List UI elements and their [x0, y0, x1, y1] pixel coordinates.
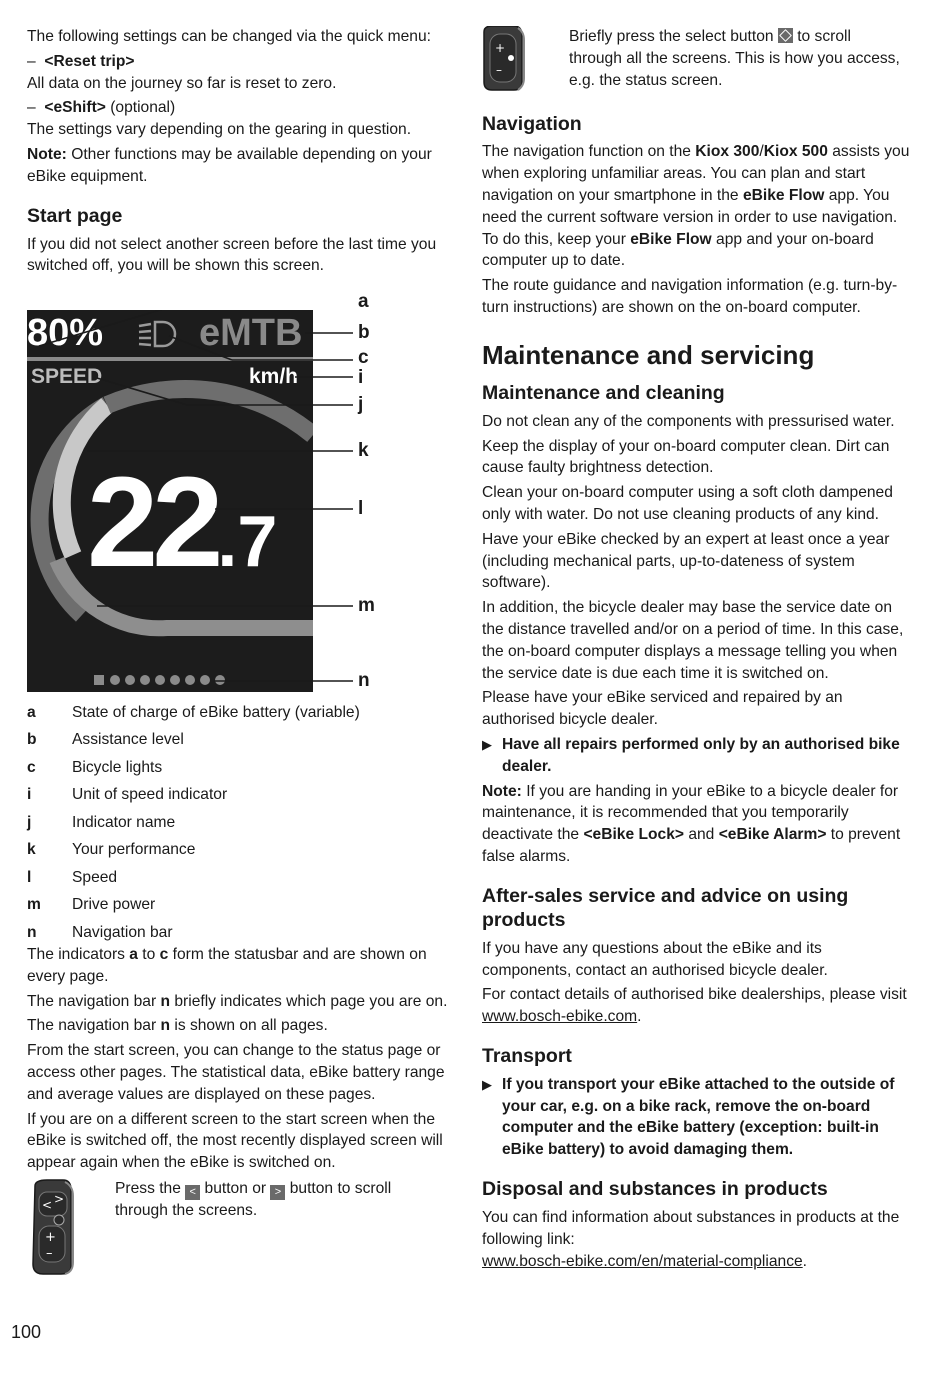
callout-k: k — [358, 440, 369, 461]
legend-row: i Unit of speed indicator — [27, 786, 228, 804]
reset-trip-item: – <Reset trip> — [27, 52, 135, 70]
callout-l: l — [358, 498, 364, 519]
legend-row: c Bicycle lights — [27, 758, 163, 776]
cleaning-heading: Maintenance and cleaning — [482, 381, 725, 404]
switch-off-paragraph: If you are on a different screen to the start screen when the eBike is switched off, the most recently displayed screen will appear again when the eBike is switched on. — [27, 1110, 443, 1172]
arrow-bullet-icon: ▶ — [482, 1076, 492, 1092]
bosch-ebike-link[interactable]: www.bosch-ebike.com — [482, 1008, 638, 1026]
disposal-paragraph: You can find information about substances in products at the following link: www.bosch-ebike.com/en/material-compliance. — [482, 1209, 900, 1270]
left-button-icon: < — [185, 1185, 200, 1200]
display-figure — [27, 291, 377, 692]
callout-a: a — [358, 291, 369, 312]
repairs-instruction: ▶ Have all repairs performed only by an authorised bike dealer. — [482, 734, 912, 778]
page-number: 100 — [11, 1322, 42, 1342]
speed-decimal: .7 — [217, 502, 278, 582]
transport-instruction: ▶ If you transport your eBike attached to the outside of your car, e.g. on a bike rack, remove the on-board computer and the eBike battery (exception: built-in eBike battery) to avoid damaging them. — [482, 1074, 912, 1161]
navigation-heading: Navigation — [482, 113, 582, 136]
svg-text:>: > — [54, 1191, 65, 1206]
navigation-paragraph-2: The route guidance and navigation information (e.g. turn-by-turn instructions) are shown on the on-board computer. — [482, 277, 898, 316]
start-page-text: If you did not select another screen before the last time you switched off, you will be shown this screen. — [27, 235, 437, 275]
cleaning-paragraph-6: Please have your eBike serviced and repaired by an authorised bicycle dealer. — [482, 689, 843, 729]
scroll-tip — [27, 1178, 452, 1276]
select-button-icon — [778, 28, 793, 43]
disposal-heading: Disposal and substances in products — [482, 1178, 828, 1201]
after-sales-paragraph-1: If you have any questions about the eBike and its components, contact an authorised bicycle dealer. — [482, 939, 828, 979]
select-tip — [482, 26, 912, 94]
battery-level: 80% — [27, 312, 104, 354]
transport-heading: Transport — [482, 1044, 572, 1067]
legend-row: k Your performance — [27, 841, 196, 859]
svg-text:–: – — [496, 63, 502, 77]
cleaning-paragraph-4: Have your eBike checked by an expert at least once a year (including mechanical parts, up-to-dateness of system software). — [482, 530, 890, 592]
speed-unit: km/h — [249, 365, 299, 388]
cleaning-paragraph-5: In addition, the bicycle dealer may base the service date on the distance travelled and/or on a period of time. In this case, the on-board computer displays a message telling you when the service date is due each time it is switched on. — [482, 599, 904, 682]
svg-text:+: + — [45, 1229, 56, 1245]
callout-n: n — [358, 670, 370, 691]
cleaning-paragraph-3: Clean your on-board computer using a soft cloth dampened only with water. Do not use cleaning products of any kind. — [482, 484, 893, 523]
legend-row: a State of charge of eBike battery (variable) — [27, 703, 360, 721]
right-column — [482, 26, 912, 1275]
svg-text:+: + — [495, 41, 506, 55]
right-button-icon: > — [270, 1185, 285, 1200]
callout-i: i — [358, 367, 364, 388]
legend-row: n Navigation bar — [27, 923, 173, 941]
indicator-name: SPEED — [31, 365, 103, 388]
eshift-desc: The settings vary depending on the gearing in question. — [27, 121, 412, 139]
legend-row: m Drive power — [27, 896, 156, 914]
reset-trip-desc: All data on the journey so far is reset to zero. — [27, 74, 337, 92]
after-sales-heading: After-sales service and advice on using products — [482, 884, 849, 931]
select-unit-icon — [482, 26, 569, 92]
after-sales-paragraph-2: For contact details of authorised bike dealerships, please visit www.bosch-ebike.com. — [482, 986, 907, 1026]
navbar-paragraph-1: The navigation bar n briefly indicates which page you are on. — [27, 992, 448, 1010]
navbar-paragraph-2: The navigation bar n is shown on all pages. — [27, 1017, 328, 1035]
start-page-heading: Start page — [27, 204, 123, 227]
svg-text:<: < — [42, 1197, 53, 1212]
statusbar-paragraph: The indicators a to c form the statusbar and are shown on every page. — [27, 946, 427, 985]
start-screen-paragraph: From the start screen, you can change to the status page or access other pages. The statistical data, eBike battery range and average values are displayed on these pages. — [27, 1042, 445, 1103]
speed-integer: 22 — [87, 451, 218, 594]
left-column — [27, 26, 452, 280]
quick-menu-intro: The following settings can be changed via the quick menu: — [27, 28, 431, 45]
scroll-tip-text: Press the < button or > button to scroll through the screens. — [115, 1179, 392, 1219]
legend-row: j Indicator name — [27, 813, 176, 831]
left-lower-text — [27, 944, 452, 1276]
legend-row: b Assistance level — [27, 731, 184, 749]
maintenance-heading: Maintenance and servicing — [482, 339, 815, 370]
cleaning-paragraph-1: Do not clean any of the components with pressurised water. — [482, 412, 895, 430]
note-paragraph: Note: Other functions may be available depending on your eBike equipment. — [27, 145, 432, 185]
material-compliance-link[interactable]: www.bosch-ebike.com/en/material-compliance — [482, 1252, 803, 1270]
callout-lines — [27, 310, 377, 692]
cleaning-paragraph-2: Keep the display of your on-board computer clean. Dirt can cause faulty brightness detection. — [482, 437, 890, 477]
assistance-mode: eMTB — [199, 312, 303, 354]
arrow-bullet-icon: ▶ — [482, 736, 492, 752]
callout-m: m — [358, 595, 375, 616]
control-unit-icon — [27, 1178, 115, 1276]
select-tip-text: Briefly press the select button to scroll through all the screens. This is how you access, e.g. the status screen. — [569, 28, 900, 89]
svg-text:–: – — [46, 1245, 53, 1261]
note-dealer-paragraph: Note: If you are handing in your eBike to a bicycle dealer for maintenance, it is recommended that you temporarily deactivate the <eBike Lock> and <eBike Alarm> to prevent false alarms. — [482, 782, 901, 865]
callout-c: c — [358, 347, 369, 368]
callout-b: b — [358, 322, 370, 343]
callout-j: j — [358, 394, 364, 415]
legend-row: l Speed — [27, 868, 118, 886]
eshift-item: – <eShift> (optional) — [27, 99, 176, 117]
legend — [27, 699, 452, 947]
navigation-paragraph-1: The navigation function on the Kiox 300/Kiox 500 assists you when exploring unfamiliar areas. You can plan and start navigation on your smartphone in the eBike Flow app. You need the current software version in order to use navigation. To do this, keep your eBike Flow app and your on-board computer up to date. — [482, 143, 910, 270]
